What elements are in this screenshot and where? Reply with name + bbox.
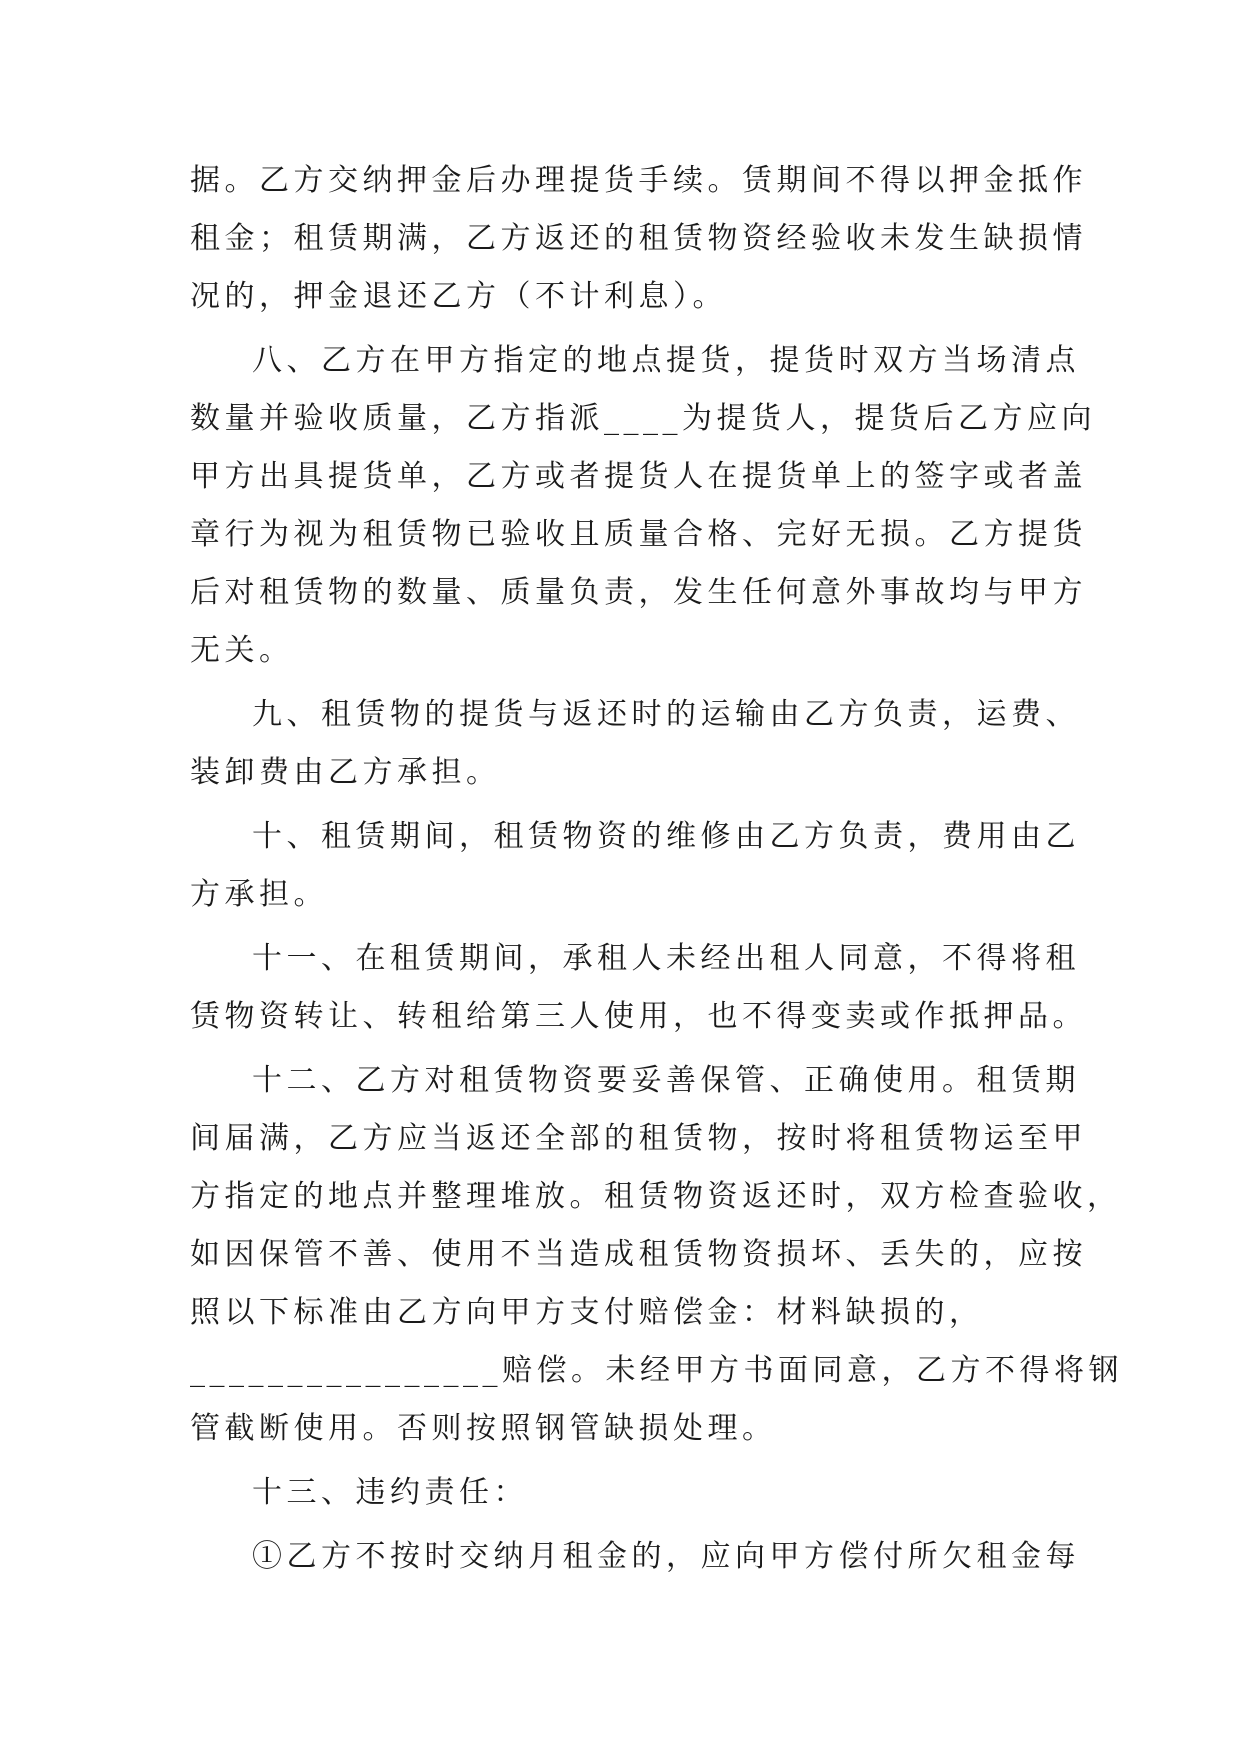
text-line: 如因保管不善、使用不当造成租赁物资损坏、丢失的，应按	[190, 1237, 1087, 1272]
text-line: 方指定的地点并整理堆放。租赁物资返还时，双方检查验收，	[190, 1179, 1122, 1214]
text-line: ________________赔偿。未经甲方书面同意，乙方不得将钢	[190, 1353, 1123, 1388]
paragraph-clause-9	[190, 686, 1080, 802]
text-line: 赁物资转让、转租给第三人使用，也不得变卖或作抵押品。	[190, 999, 1087, 1034]
text-line: 照以下标准由乙方向甲方支付赔偿金：材料缺损的，	[190, 1295, 984, 1330]
text-line: 九、租赁物的提货与返还时的运输由乙方负责，运费、	[252, 697, 1080, 732]
paragraph-clause-12	[190, 1052, 1123, 1458]
text-line: 管截断使用。否则按照钢管缺损处理。	[190, 1411, 777, 1446]
contract-body	[190, 152, 1123, 1592]
text-line: 甲方出具提货单，乙方或者提货人在提货单上的签字或者盖	[190, 459, 1087, 494]
text-line: 后对租赁物的数量、质量负责，发生任何意外事故均与甲方	[190, 575, 1087, 610]
text-line: 章行为视为租赁物已验收且质量合格、完好无损。乙方提货	[190, 517, 1087, 552]
paragraph-clause-11	[190, 930, 1087, 1046]
paragraph-clause-10	[190, 808, 1080, 924]
paragraph-deposit-end	[190, 152, 1087, 326]
paragraph-clause-13-item-1	[190, 1528, 1080, 1586]
text-line: 装卸费由乙方承担。	[190, 755, 501, 790]
text-line: 十一、在租赁期间，承租人未经出租人同意，不得将租	[252, 941, 1080, 976]
text-line: 据。乙方交纳押金后办理提货手续。赁期间不得以押金抵作	[190, 163, 1087, 198]
text-line: 无关。	[190, 633, 294, 668]
text-line: 十三、违约责任：	[252, 1475, 528, 1510]
paragraph-clause-8	[190, 332, 1096, 680]
text-line: 租金；租赁期满，乙方返还的租赁物资经验收未发生缺损情	[190, 221, 1087, 256]
paragraph-clause-13	[190, 1464, 1062, 1522]
text-line: 数量并验收质量，乙方指派____为提货人，提货后乙方应向	[190, 401, 1096, 436]
text-line: 十、租赁期间，租赁物资的维修由乙方负责，费用由乙	[252, 819, 1080, 854]
text-line: ①乙方不按时交纳月租金的，应向甲方偿付所欠租金每	[252, 1539, 1080, 1574]
text-line: 间届满，乙方应当返还全部的租赁物，按时将租赁物运至甲	[190, 1121, 1087, 1156]
text-line: 方承担。	[190, 877, 328, 912]
text-line: 十二、乙方对租赁物资要妥善保管、正确使用。租赁期	[252, 1063, 1080, 1098]
text-line: 八、乙方在甲方指定的地点提货，提货时双方当场清点	[252, 343, 1080, 378]
text-line: 况的，押金退还乙方（不计利息）。	[190, 279, 727, 314]
